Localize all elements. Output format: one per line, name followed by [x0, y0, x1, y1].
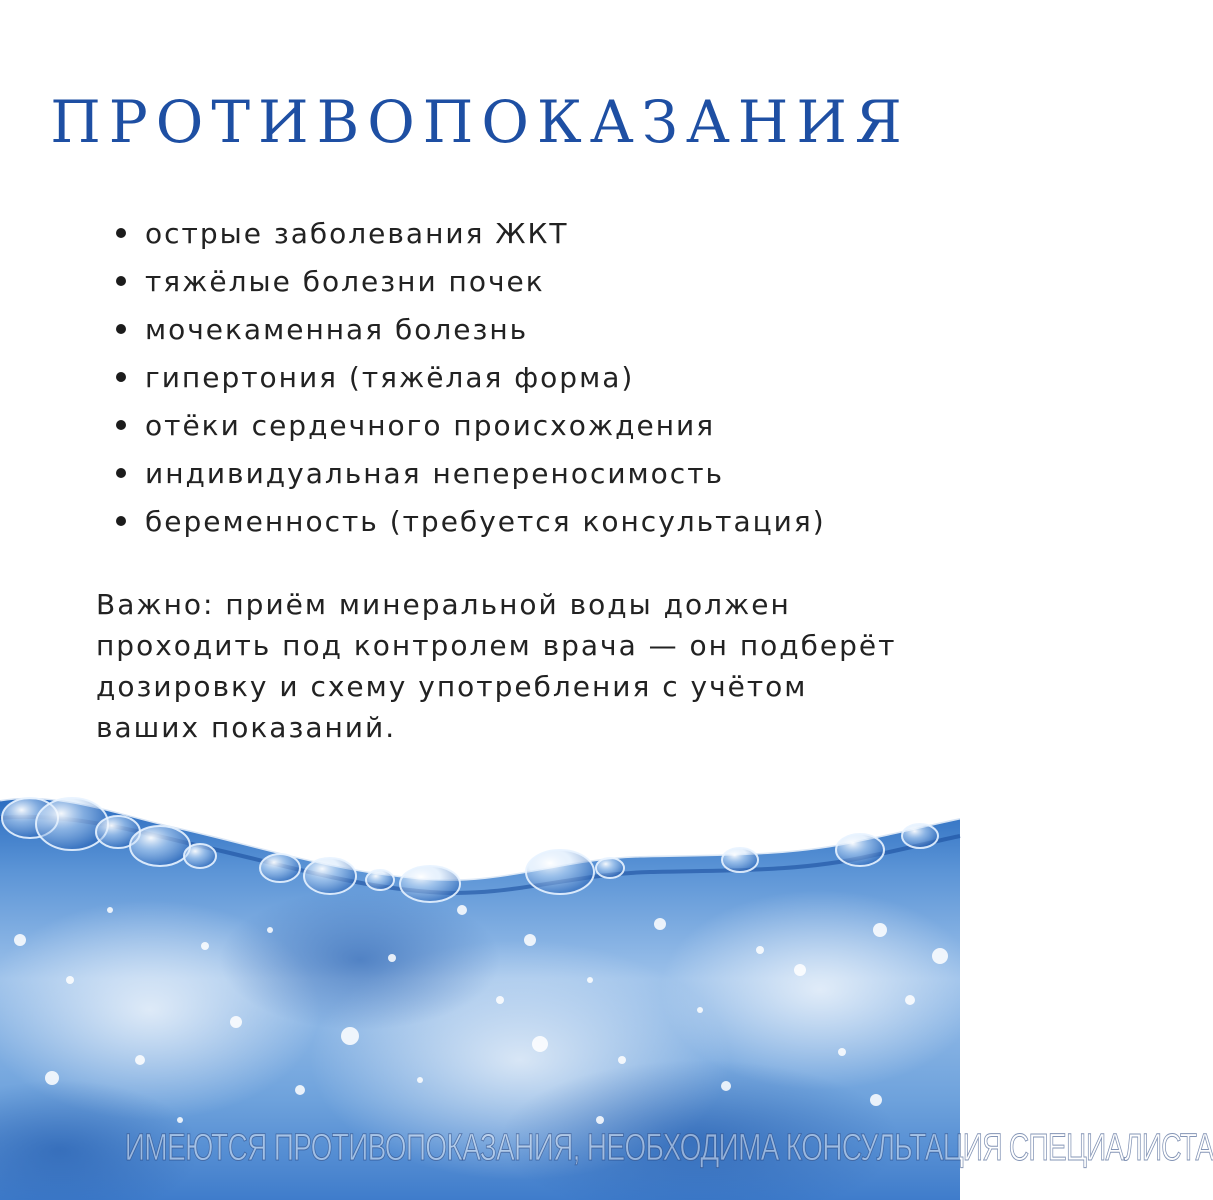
list-item-label: индивидуальная непереносимость	[145, 457, 725, 490]
list-item-label: мочекаменная болезнь	[145, 313, 529, 346]
bullet-icon	[116, 372, 126, 382]
list-item-label: гипертония (тяжёлая форма)	[145, 361, 635, 394]
list-item-label: отёки сердечного происхождения	[145, 409, 716, 442]
page-title: ПРОТИВОПОКАЗАНИЯ	[50, 88, 910, 156]
list-item-label: острые заболевания ЖКТ	[145, 217, 569, 250]
list-item	[116, 356, 826, 404]
list-item	[116, 308, 826, 356]
list-item	[116, 500, 826, 548]
list-item	[116, 404, 826, 452]
list-item	[116, 260, 826, 308]
list-item	[116, 212, 826, 260]
bullet-icon	[116, 420, 126, 430]
bullet-icon	[116, 516, 126, 526]
contraindications-list	[116, 212, 826, 548]
list-item-label: беременность (требуется консультация)	[145, 505, 826, 538]
bullet-icon	[116, 468, 126, 478]
bullet-icon	[116, 324, 126, 334]
bullet-icon	[116, 228, 126, 238]
disclaimer-banner: ИМЕЮТСЯ ПРОТИВОПОКАЗАНИЯ, НЕОБХОДИМА КОНСУЛЬТАЦИЯ СПЕЦИАЛИСТА	[124, 1127, 1213, 1169]
bullet-icon	[116, 276, 126, 286]
list-item-label: тяжёлые болезни почек	[145, 265, 545, 298]
list-item	[116, 452, 826, 500]
important-note: Важно: приём минеральной воды должен проходить под контролем врача — он подберёт дозировку и схему употребления с учётом ваших показаний.	[96, 588, 897, 744]
